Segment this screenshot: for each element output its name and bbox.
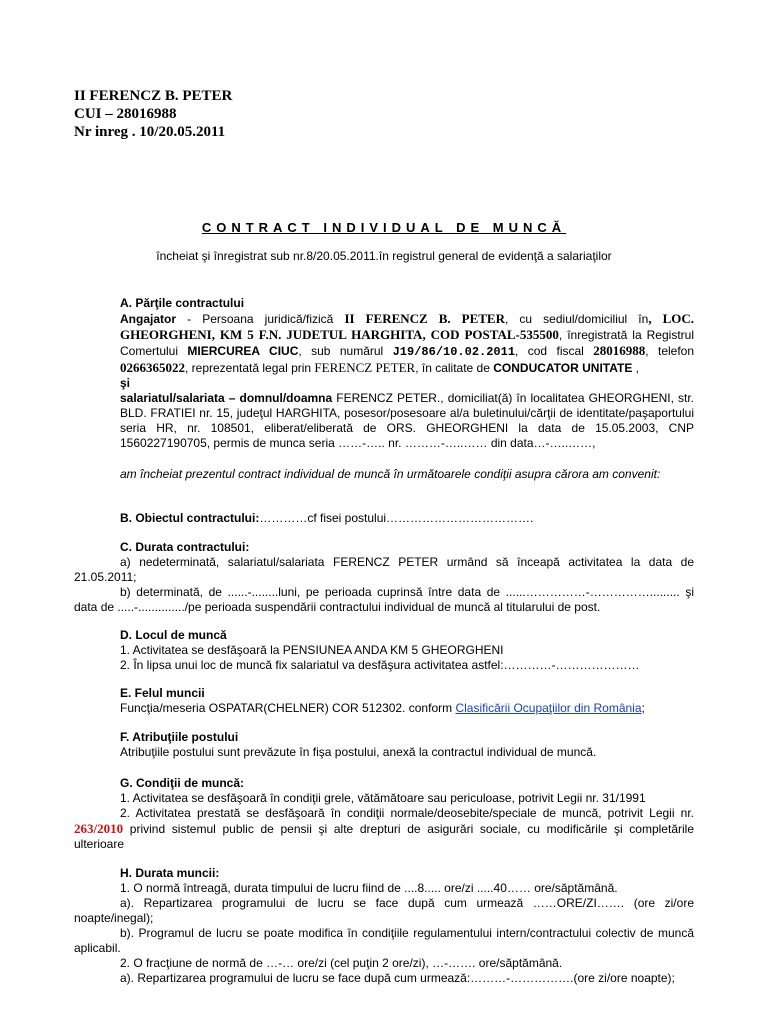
section-f-heading: F. Atribuţiile postului bbox=[120, 730, 239, 744]
section-e-heading: E. Felul muncii bbox=[120, 686, 205, 700]
phone-number: 0266365022 bbox=[120, 360, 185, 375]
employer-address: , LOC. GHEORGHENI, KM 5 F.N. JUDETUL HARGHITA, COD POSTAL-535500 bbox=[120, 311, 695, 342]
occupation-classification-link[interactable]: Clasificării Ocupaţiilor din România bbox=[455, 701, 642, 715]
section-g bbox=[74, 776, 694, 852]
full-norm-modification: b). Programul de lucru se poate modifica în condiţiile regulamentului intern/contractului colectiv de muncă aplicabil. bbox=[74, 926, 694, 955]
part-time-schedule: a). Repartizarea programului de lucru se face după cum urmează:………-…………….(ore zi/ore noapte); bbox=[120, 971, 675, 985]
document-subtitle: încheiat şi înregistrat sub nr.8/20.05.2011.în registrul general de evidenţă a salariaţilor bbox=[156, 249, 612, 263]
section-d-heading: D. Locul de muncă bbox=[120, 628, 227, 642]
workplace-line-1: 1. Activitatea se desfăşoară la PENSIUNEA ANDA KM 5 GHEORGHENI bbox=[120, 643, 504, 657]
part-time-norm: 2. O fracţiune de normă de …-… ore/zi (cel puţin 2 ore/zi), …-……. ore/săptămână. bbox=[120, 956, 563, 970]
duration-indefinite: a) nedeterminată, salariatul/salariata FERENCZ PETER urmând să înceapă activitatea la data de 21.05.2011; bbox=[74, 555, 694, 584]
employer-paragraph: Angajator - Persoana juridică/fizică II FERENCZ B. PETER, cu sediul/domiciliul în, LOC. GHEORGHENI, KM 5 F.N. JUDETUL HARGHITA, COD POSTAL-535500, înregistrată la Registrul Comertului MIERCUREA CIUC, sub numărul J19/86/10.02.2011, cod fiscal 28016988, telefon 0266365022, reprezentată legal prin FERENCZ PETER, în calitate de CONDUCATOR UNITATE , bbox=[120, 311, 695, 375]
angajator-label: Angajator bbox=[120, 312, 177, 326]
section-g-heading: G. Condiţii de muncă: bbox=[120, 776, 245, 790]
job-duties: Atribuţiile postului sunt prevăzute în fişa postului, anexă la contractul individual de muncă. bbox=[120, 745, 597, 759]
duration-determined: b) determinată, de ......-........luni, pe perioada cuprinsă între data de ......……………-……………......... şi data de .....-............../pe perioada suspendării contractului individual de muncă al titularului de post. bbox=[74, 585, 694, 614]
employer-cui: CUI – 28016988 bbox=[74, 106, 177, 122]
registration-number: Nr inreg . 10/20.05.2011 bbox=[74, 124, 226, 140]
employer-company: II FERENCZ B. PETER bbox=[344, 311, 505, 326]
representative-role: CONDUCATOR UNITATE bbox=[493, 361, 633, 375]
legal-representative: FERENCZ PETER bbox=[314, 360, 416, 375]
law-reference: 263/2010 bbox=[74, 821, 124, 836]
section-b-text: …………cf fisei postului………………………………. bbox=[259, 511, 534, 525]
workplace-line-2: 2. În lipsa unui loc de muncă fix salariatul va desfăşura activitatea astfel:…………-………………… bbox=[120, 658, 640, 672]
employer-name: II FERENCZ B. PETER bbox=[74, 88, 233, 104]
document-title: CONTRACT INDIVIDUAL DE MUNCĂ bbox=[201, 220, 567, 235]
employee-label: salariatul/salariata – domnul/doamna bbox=[120, 391, 333, 405]
section-b bbox=[74, 511, 694, 526]
full-norm: 1. O normă întreagă, durata timpului de lucru fiind de ....8..... ore/zi .....40…… ore/săptămână. bbox=[120, 881, 618, 895]
trade-registry: MIERCUREA CIUC bbox=[187, 344, 299, 358]
full-norm-schedule: a). Repartizarea programului de lucru se face după cum urmează ……ORE/ZI……. (ore zi/ore noapte/inegal); bbox=[74, 896, 694, 925]
section-c bbox=[74, 540, 694, 615]
employee-paragraph: salariatul/salariata – domnul/doamna FERENCZ PETER., domiciliat(ă) în localitatea GHEORGHENI, str. BLD. FRATIEI nr. 15, judeţul HARGHITA, posesor/posesoare al/a buletinului/cărţii de identitate/paşaportului seria HR, nr. 108501, eliberat/eliberată de ORS. GHEORGHENI la data de 15.05.2003, CNP 1560227190705, permis de munca seria ……-….. nr. ………-…..…… din data…-…..……, bbox=[120, 391, 694, 450]
section-a-heading: A. Părţile contractului bbox=[120, 296, 245, 310]
section-e: E. Felul muncii Funcţia/meseria OSPATAR(CHELNER) COR 512302. conform Clasificării Ocupaţiilor din România; bbox=[74, 686, 694, 716]
section-b-heading: B. Obiectul contractului: bbox=[120, 511, 260, 525]
and-conjunction: şi bbox=[120, 376, 131, 390]
section-d bbox=[74, 628, 694, 673]
section-h-heading: H. Durata muncii: bbox=[120, 866, 220, 880]
registry-number: J19/86/10.02.2011 bbox=[392, 345, 516, 359]
employer-header bbox=[74, 87, 232, 141]
fiscal-code: 28016988 bbox=[593, 343, 646, 358]
work-conditions-2: 2. Activitatea prestată se desfăşoară în condiţii normale/deosebite/speciale de muncă, potrivit Legii nr. 263/2010 privind sistemul public de pensii şi alte drepturi de asigurări sociale, cu modificările şi completările ulterioare bbox=[74, 806, 694, 851]
section-c-heading: C. Durata contractului: bbox=[120, 540, 250, 554]
section-f bbox=[74, 730, 694, 760]
agreement-statement: am încheiat prezentul contract individual de muncă în următoarele condiţii asupra cărora am convenit: bbox=[120, 467, 661, 481]
section-h bbox=[74, 866, 694, 986]
section-a bbox=[74, 296, 694, 451]
work-conditions-1: 1. Activitatea se desfăşoară în condiţii grele, vătămătoare sau periculoase, potrivit Legii nr. 31/1991 bbox=[120, 791, 646, 805]
job-title: Funcţia/meseria OSPATAR(CHELNER) COR 512302. conform bbox=[120, 701, 456, 715]
